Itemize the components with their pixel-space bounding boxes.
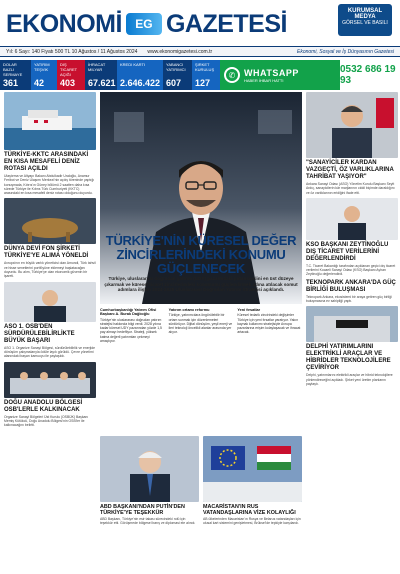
badge-line-1: KURUMSAL MEDYA — [347, 8, 383, 20]
whatsapp-subtitle: HABER İHBAR HATTI — [244, 77, 284, 83]
aso-chairman-photo — [306, 92, 398, 158]
ticker-label: ŞIRKET KURULUŞ — [195, 62, 215, 72]
whatsapp-news-line[interactable] — [220, 60, 340, 90]
kso-chairman-photo — [306, 198, 398, 240]
ticker-value: 607 — [166, 78, 182, 88]
ticker-item — [0, 60, 31, 90]
story-body: Ankara Sanayi Odası (ASO) Yönetim Kurulu Başkanı Seyit Ardıç, sanayicilerin kâr marjlarının ciddi biçimde daraldığını ve öz varlıklarının eridiğini ifade etti. — [306, 182, 395, 195]
news-story[interactable] — [4, 198, 96, 278]
badge-line-2: GÖRSEL VE BASILI — [342, 20, 388, 26]
lead-column — [100, 306, 165, 343]
ticker-label: İHRACAT MILYAR — [88, 62, 106, 72]
lead-column — [237, 306, 302, 343]
logo-emblem: EG — [126, 13, 162, 35]
ticker-label: KREDI KARTI — [120, 62, 146, 67]
story-headline: TÜRKİYE-KKTC ARASINDAKİ EN KISA MESAFELİ DENİZ ROTASI AÇILDI — [4, 152, 89, 172]
ticker-value: 361 — [3, 78, 19, 88]
lead-column-text: Türkiye, yatırımcılara öngörülebilir bir ortam sunmak için düzenlemeleri sürdürüyor. Dijital dönüşüm, yeşil enerji ve ileri teknoloji öncelikli alanlar arasında yer alıyor. — [168, 313, 233, 335]
ticker-value: 67.621 — [88, 78, 116, 88]
whatsapp-phone[interactable]: 0532 686 19 93 — [340, 60, 400, 90]
ticker-label: YABANCI YATIRIMCI — [166, 62, 186, 72]
lead-column-subheading: Yeni fırsatlar — [237, 308, 261, 312]
news-story[interactable] — [4, 92, 96, 195]
story-headline: "SANAYİCİLER KARDAN VAZGEÇTİ, ÖZ VARLIKLARINA TAHRİBAT YAŞIYOR" — [306, 160, 394, 180]
stats-ticker — [0, 60, 400, 90]
news-story[interactable] — [203, 436, 302, 529]
lead-column-subheading: Cumhurbaşkanlığı Yatırım Ofisi Başkanı A. Burak Dağlıoğlu — [100, 308, 157, 317]
story-body: T.C. Ticaret Bakanlığı tarafından açıklanan geçici dış ticaret verilerini Kocaeli Sanayi Odası (KSO) Başkanı Ayhan Zeytinoğlu değerlendirdi. — [306, 263, 396, 277]
corporate-media-badge — [338, 4, 392, 36]
whatsapp-text — [244, 68, 299, 83]
story-body: Teknopark Ankara, ekosistemi bir araya getiren güç birliği buluşmasına ev sahipliği yaptı. — [306, 294, 392, 304]
bull-statue-photo — [4, 198, 96, 244]
ticker-item — [31, 60, 57, 90]
slogan: Ekonomi, Sosyal ve İş Dünyasının Gazetesi — [297, 48, 394, 55]
ticker-value: 2.646.422 — [120, 78, 161, 88]
right-news-column — [306, 92, 398, 389]
story-headline: MACARİSTAN'IN RUS VATANDAŞLARINA VİZE KOLAYLIĞI — [203, 504, 296, 516]
ferry-photo — [4, 92, 96, 150]
ticker-value: 403 — [60, 78, 76, 88]
lead-headline: TÜRKİYE'NİN KÜRESEL DEĞER ZİNCİRLERİNDEKİ KONUMU GÜÇLENECEK — [105, 233, 297, 276]
story-body: ABD Başkanı, Türkiye'nin esir takası sürecindeki rolü için teşekkür etti. Görüşmede bölgesel barış ve diplomasi ele alındı. — [100, 517, 196, 526]
whatsapp-icon: ✆ — [224, 67, 240, 83]
ticker-label: DOLAR BAZLI SERMAYE — [3, 62, 23, 77]
story-body: ASO 1. Organize Sanayi Bölgesi, sürdürülebilirlik ve enerjide dönüşüm çalışmalarıyla ödüle layık görüldü. Çevre yönetimi alanındaki başarı kamuoyu ile paylaşıldı. — [4, 345, 96, 359]
story-headline: ASO 1. OSB'DEN SÜRDÜRÜLEBİLİRLİKTE BÜYÜK BAŞARI — [4, 323, 75, 344]
logo-word-left: EKONOMİ — [6, 9, 122, 38]
news-story[interactable] — [4, 362, 96, 428]
story-body: Ulaştırma ve Altyapı Bakanı Abdulkadir Uraloğlu, Anamur Feribot ve Deniz Ulaşımı Merkezi'nin açılış töreninde yaptığı konuşmada, Kıbrıs'ın Güney bölümü 2 saatten daha kısa sürede Türkiye ile Kıbrıs Türk Cumhuriyeti (KKTC) arasındaki en kısa mesafeli deniz rotası olduğunu duyurdu. — [4, 174, 95, 196]
ticker-item — [117, 60, 163, 90]
ticker-item — [85, 60, 117, 90]
osb-chairman-photo — [4, 282, 96, 322]
delphi-building-photo — [306, 306, 398, 342]
ticker-label: DIŞ TICARET AÇIĞI — [60, 62, 78, 77]
lead-subhead: Türkiye, uluslararası doğrudan yatırım (UDY) pazarındaki potansiyelini en üst düzeye çıkarmak ve küresel ticaret zincirlerindeki konumunu güçlendirmek adına atılacak somut adımlara ilişkin 2024-2028 Uluslararası Doğrudan Yatırım Stratejisi açıklandı. — [104, 276, 298, 292]
left-news-column — [4, 92, 96, 430]
lead-column-text: Küresel tedarik zincirindeki değişimler Türkiye için yeni fırsatlar yaratıyor. Yakın kaynak kullanımı stratejisiyle Avrupa pazarlarına erişim kolaylaşacak ve ihracat artacak. — [237, 313, 301, 335]
masthead — [0, 0, 400, 60]
whatsapp-title: WHATSAPP — [244, 67, 299, 78]
eu-flags-photo — [203, 436, 302, 502]
us-president-photo — [100, 436, 199, 502]
ticker-item — [57, 60, 85, 90]
lead-column-text: Türkiye'nin uluslararası doğrudan yatırım stratejisi hakkında bilgi verdi. 2028 yılına kadar küresel UDY pazarından yüzde 1,5 pay almayı hedefliyor. Strateji, yüksek katma değerli yatırımları çekmeyi amaçlıyor. — [100, 317, 162, 344]
osbuk-meeting-photo — [4, 362, 96, 398]
lead-body-columns — [100, 306, 302, 343]
story-headline: DÜNYA DEVİ FON ŞİRKETİ TÜRKİYE'YE ALIMA YÖNELDİ — [4, 246, 89, 260]
ticker-label: YATIRIM TEŞVIK — [34, 62, 50, 72]
story-headline: DOĞU ANADOLU BÖLGESİ OSB'LERLE KALKINACAK — [4, 399, 83, 413]
bottom-news-row — [100, 436, 302, 529]
ticker-value: 127 — [195, 78, 211, 88]
news-story[interactable] — [306, 280, 398, 304]
lead-column-subheading: Yatırım ortamı reformu — [168, 308, 210, 312]
logo-word-right: GAZETESİ — [165, 9, 287, 38]
story-headline: TEKNOPARK ANKARA'DA GÜÇ BİRLİĞİ BULUŞMASI — [306, 279, 396, 293]
newspaper-logo[interactable] — [6, 4, 287, 44]
story-body: AB ülkelerinden Macaristan'ın Rusya ve Belarus vatandaşları için ulusal kart sistemini genişletmesi, Brüksel'de tepkiyle karşılandı. — [203, 517, 301, 526]
issue-info-bar — [0, 46, 400, 57]
lead-column — [169, 306, 234, 343]
story-headline: DELPHİ YATIRIMLARINI ELEKTRİKLİ ARAÇLAR VE HİBRİDLER TEKNOLOJİLERE ÇEVİRİYOR — [306, 344, 391, 372]
story-headline: KSO BAŞKANI ZEYTİNOĞLU DIŞ TİCARET VERİLERİNİ DEĞERLENDİRDİ — [306, 241, 389, 262]
ticker-value: 42 — [34, 78, 45, 88]
news-story[interactable] — [306, 92, 398, 195]
news-story[interactable] — [4, 282, 96, 359]
story-body: Organize Sanayi Bölgeleri Üst Kurulu (OSBÜK) Başkanı Memiş Kütükcü, Doğu Anadolu Bölgesi'nin OSB'ler ile kalkınacağını belirtti. — [4, 414, 89, 428]
ticker-item — [192, 60, 220, 90]
news-story[interactable] — [100, 436, 199, 529]
story-body: Avrupa'nın en büyük varlık yöneticisi olan Amundi, Türk tahvil ve hisse senetlerini portföyüne eklemeyi başlatacağını duyurdu. Bu alım, Türkiye'ye olan ekonomik güvenin bir işareti. — [4, 261, 96, 279]
story-body: Delphi, yatırımlarını elektrikli araçlar ve hibrid teknolojilere yönlendireceğini açıkladı. Şirket yeni üretim planlarını paylaştı. — [306, 373, 393, 386]
issue-info: Yıl: 6 Sayı: 140 Fiyatı 500 TL 10 Ağustos / 11 Ağustos 2024 — [6, 48, 138, 55]
news-story[interactable] — [306, 198, 398, 277]
ticker-item — [163, 60, 192, 90]
story-headline: ABD BAŞKANI'NDAN PUTİN'DEN TÜRKİYE'YE TEŞEKKÜR — [100, 504, 185, 516]
website-link[interactable]: www.ekonomigazetesi.com.tr — [147, 48, 213, 55]
news-story[interactable] — [306, 306, 398, 386]
